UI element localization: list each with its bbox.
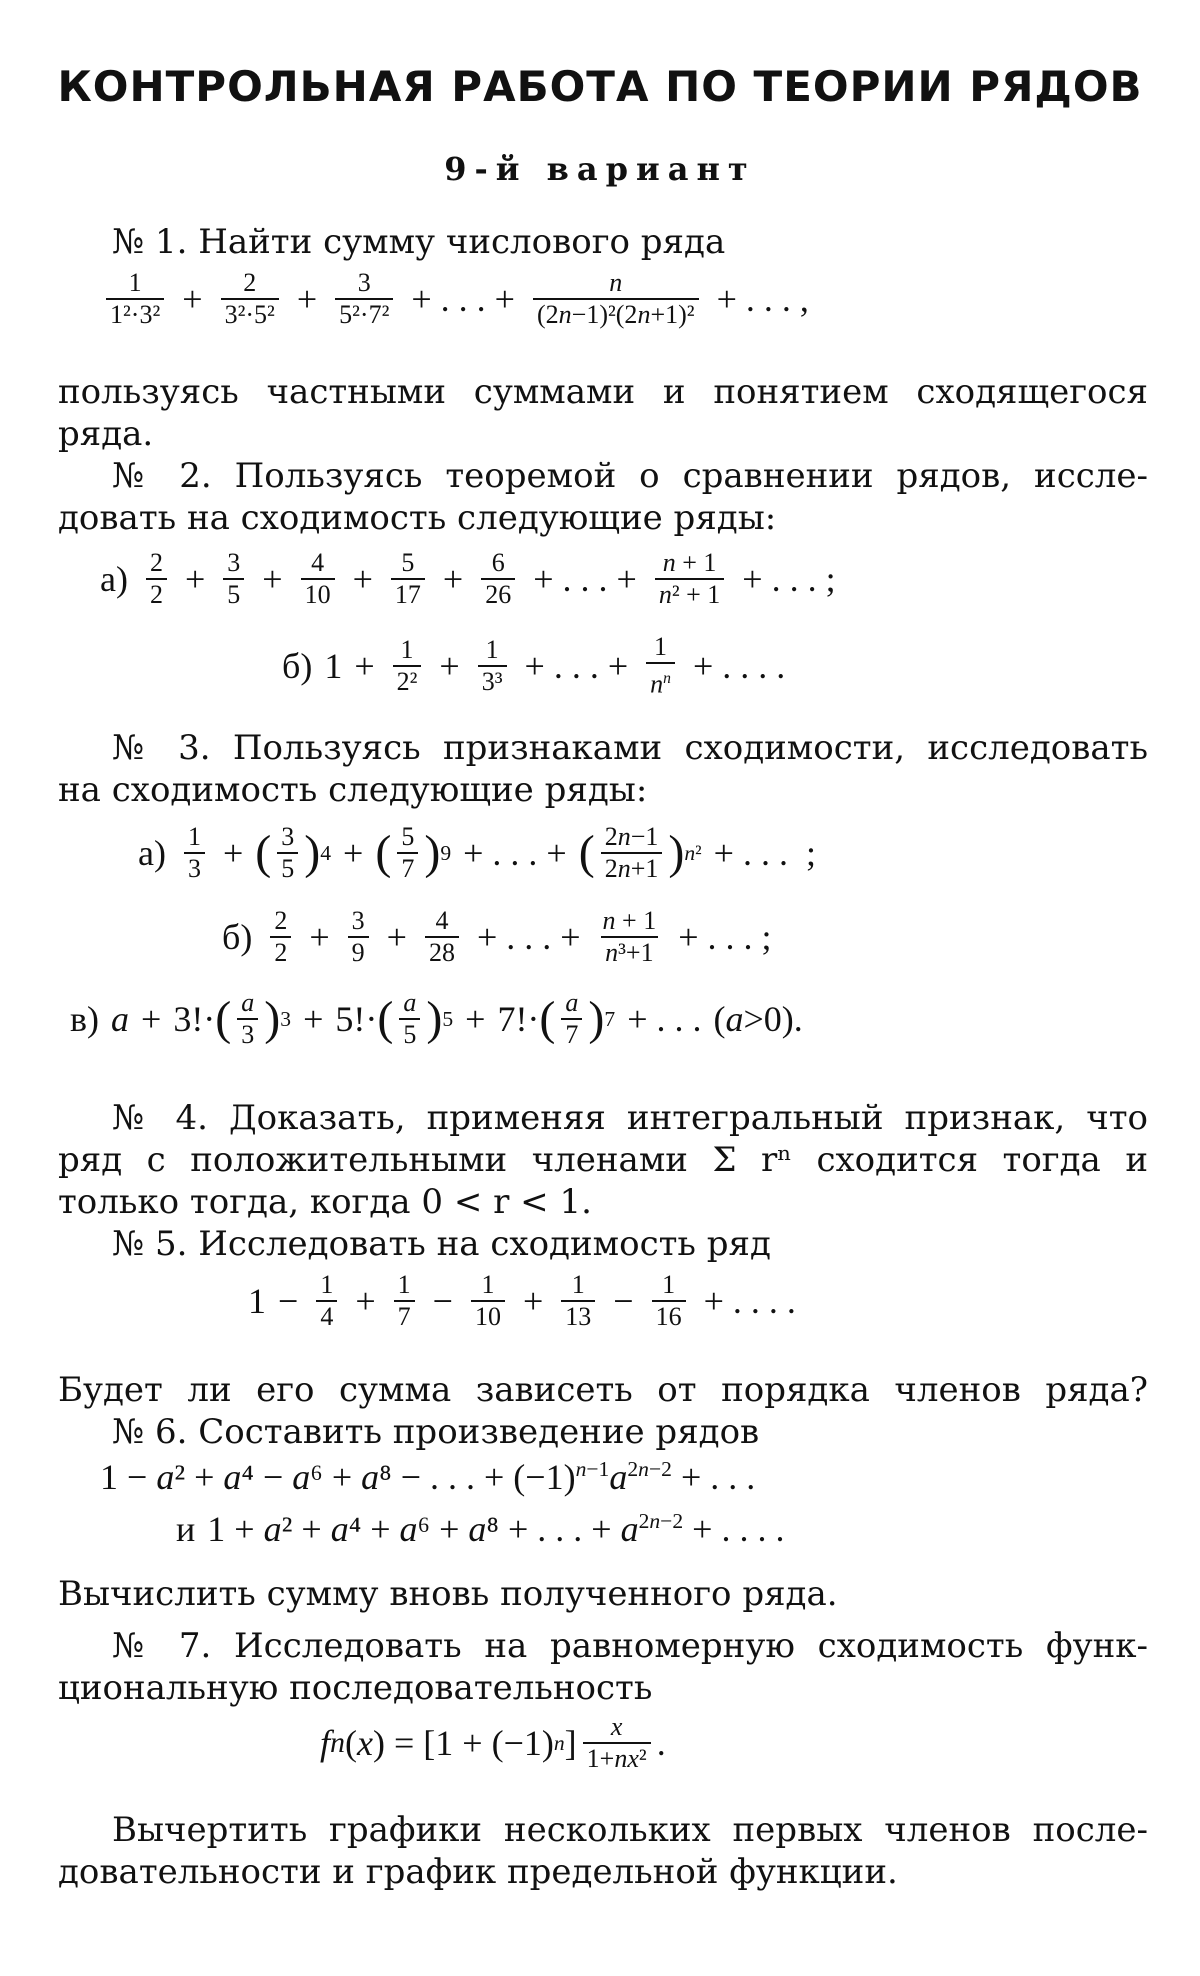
- and-label: и: [176, 1509, 196, 1549]
- formula-problem-3c: в) a + 3!· ( a 3 ) 3 + 5!· ( a 5 ) 5 + 7!· ( a 7 ) 7 + . . . ( a >0).: [70, 988, 803, 1049]
- problem-1-text: № 1. Найти сумму числового ряда: [112, 222, 726, 262]
- problem-1-text-3: ряда.: [58, 414, 154, 454]
- label-c: в): [70, 999, 99, 1039]
- variant-heading: 9-й вариант: [444, 150, 756, 188]
- problem-2-text: № 2. Пользуясь теоремой о сравнении рядов, иссле-: [112, 456, 1148, 496]
- problem-7-text: № 7. Исследовать на равномерную сходимость функ-: [112, 1626, 1148, 1666]
- problem-2-text-2: довать на сходимость следующие ряды:: [58, 498, 777, 538]
- label-b: б): [282, 645, 313, 686]
- problem-7-text-2: циональную последовательность: [58, 1668, 653, 1708]
- formula-problem-7: f n ( x ) = [1 + (−1) n ] x 1+nx² .: [320, 1712, 666, 1773]
- formula-problem-3b: б) 2 2 + $\frac{3}{9}$ + $\frac{4}{28}$ + . . . + $\frac{n + 1}{\text{n³+1}}$ + . . . ;: [222, 906, 772, 967]
- formula-problem-2a: а) 2 2 + $\frac{3}{5}$ + $\frac{4}{10}$ + $\frac{5}{17}$ + $\frac{6}{26}$ + . . . + $\frac{n + 1}{\text{n² + 1}}$ + . . . ;: [100, 548, 836, 609]
- formula-problem-3a: а) 1 3 + ( 3 5 ) 4 + ( 5 7 ) 9 + . . . + ( 2n−1 2n+1 ) n² + . . . ;: [138, 822, 816, 883]
- label-b: б): [222, 917, 253, 957]
- problem-6-text-2: Вычислить сумму вновь полученного ряда.: [58, 1574, 838, 1614]
- label-a: а): [100, 559, 128, 599]
- problem-5-text-2: Будет ли его сумма зависеть от порядка членов ряда?: [58, 1370, 1148, 1410]
- label-a: а): [138, 833, 166, 873]
- problem-3-text: № 3. Пользуясь признаками сходимости, исследовать: [112, 728, 1148, 768]
- problem-5-text: № 5. Исследовать на сходимость ряд: [112, 1224, 771, 1264]
- problem-4-text-3: только тогда, когда 0 < r < 1.: [58, 1182, 592, 1222]
- page-title: КОНТРОЛЬНАЯ РАБОТА ПО ТЕОРИИ РЯДОВ: [57, 62, 1143, 111]
- problem-3-text-2: на сходимость следующие ряды:: [58, 770, 648, 810]
- formula-problem-6b: и 1 + a² + a⁴ + a⁶ + a⁸ + . . . + $a^{2n-2}$ + . . . .: [176, 1509, 785, 1549]
- problem-4-text-2: ряд с положительными членами Σ rⁿ сходится тогда и: [58, 1140, 1148, 1180]
- problem-7-text-4: довательности и график предельной функции.: [58, 1852, 898, 1892]
- formula-problem-5: 1 − $\frac{1}{4}$ + $\frac{1}{7}$ − $\frac{1}{10}$ + $\frac{1}{13}$ − $\frac{1}{16}$ + . . . .: [248, 1270, 796, 1331]
- problem-7-text-3: Вычертить графики нескольких первых членов после-: [112, 1810, 1148, 1850]
- formula-problem-6a: 1 − a² + a⁴ − a⁶ + a⁸ − . . . + $(-1)^{n-1}a^{2n-2}$ + . . .: [100, 1457, 756, 1497]
- problem-1-text-2: пользуясь частными суммами и понятием сходящегося: [58, 372, 1148, 412]
- problem-6-text: № 6. Составить произведение рядов: [112, 1412, 760, 1452]
- problem-4-text: № 4. Доказать, применяя интегральный признак, что: [112, 1098, 1148, 1138]
- formula-problem-1: 1 1²·3² + $\frac{2}{\text{3²·5²}}$ + $\frac{3}{\text{5²·7²}}$ + . . . + $\frac{n}{\text{(2n−1)²(2n+1)²}}$ + . . . ,: [100, 268, 821, 330]
- formula-problem-2b: б) 1 + $\frac{1}{\text{2²}}$ + $\frac{1}{\text{3³}}$ + . . . + $\frac{1}{n^n}$ + . . . .: [282, 632, 786, 699]
